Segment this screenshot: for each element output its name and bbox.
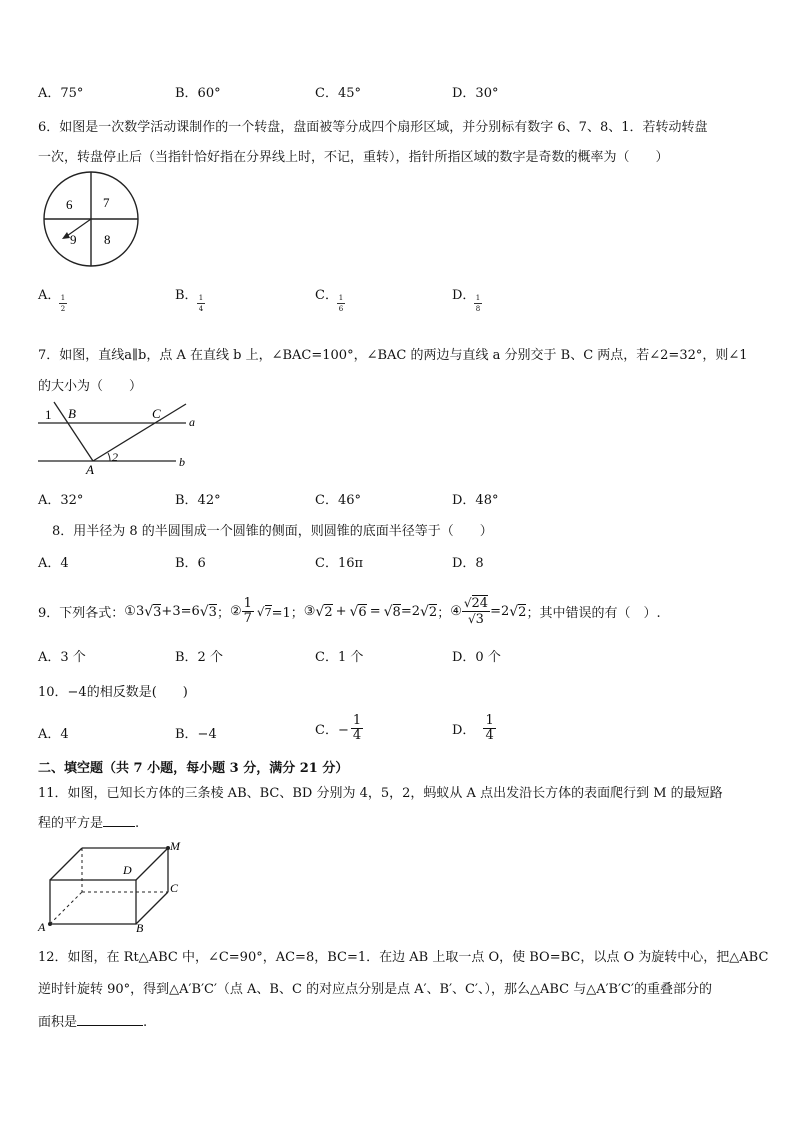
q7-option-d: D．48°	[452, 493, 499, 508]
q6-text-line1: 6．如图是一次数学活动课制作的一个转盘，盘面被等分成四个扇形区域，并分别标有数字 6、7、8、1．若转动转盘	[38, 120, 708, 135]
q9-expr3-b: 6	[358, 604, 367, 620]
sqrt-symbol: √	[256, 604, 265, 619]
q9-option-a: A．3 个	[38, 650, 86, 665]
label-a: a	[189, 415, 195, 429]
q7-option-a: A．32°	[38, 493, 84, 508]
point-A-dot	[48, 922, 52, 926]
label-angle-2: 2	[112, 450, 118, 464]
sqrt-symbol: √	[349, 603, 359, 620]
q9-expr2-radicand: 7	[264, 605, 272, 619]
q9-separator-2: ；	[437, 606, 451, 621]
q9-circle-4: ④	[450, 604, 462, 619]
sqrt-symbol: √	[315, 603, 325, 620]
q9-expr1-radicand2: 3	[208, 604, 217, 620]
q11-answer-blank[interactable]	[103, 826, 135, 827]
q10-option-d: D． $\frac{1}{4}$	[452, 713, 494, 743]
spinner-label-8: 8	[104, 232, 111, 247]
sqrt-symbol: √	[383, 603, 393, 620]
q11-text-line1: 11．如图，已知长方体的三条棱 AB、BC、BD 分别为 4，5，2，蚂蚁从 A 点出发沿长方体的表面爬行到 M 的最短路	[38, 786, 723, 801]
cuboid-top-right-edge	[136, 848, 168, 880]
q9-option-d: D．0 个	[452, 650, 501, 665]
q5-option-b: B．60°	[175, 86, 221, 101]
q6-option-b-fraction: 1 4	[198, 294, 204, 313]
q9-prefix: 9．下列各式：	[38, 606, 125, 621]
sqrt-symbol: √	[144, 603, 154, 620]
q10-text: 10．−4的相反数是( )	[38, 685, 188, 700]
q11-text-line2: 程的平方是 .	[38, 816, 140, 831]
q9-expr3-eq: =	[369, 604, 381, 619]
label-A: A	[38, 920, 46, 934]
q8-text: 8．用半径为 8 的半圆围成一个圆锥的侧面，则圆锥的底面半径等于（ ）	[52, 524, 493, 539]
line-AC	[93, 404, 186, 461]
q6-option-a-label: A．	[38, 288, 61, 303]
q9-suffix: ；其中错误的有（ ）.	[526, 606, 661, 621]
q9-expr3-a: 2	[324, 604, 333, 620]
q7-text-line2: 的大小为（ ）	[38, 379, 143, 394]
q9-expr2-fraction: $\frac{1}{7}$	[243, 596, 252, 626]
q10-option-c: C．− $\frac{1}{4}$	[315, 713, 362, 743]
spinner-label-6: 6	[66, 197, 73, 212]
q9-circle-3: ③	[303, 604, 316, 619]
q8-option-c: C．16π	[315, 556, 364, 571]
q7-option-c: C．46°	[315, 493, 361, 508]
q6-text-line2: 一次，转盘停止后（当指针恰好指在分界线上时，不记，重转），指针所指区域的数字是奇数的概率为（ ）	[38, 150, 669, 165]
section-2-title: 二、填空题（共 7 小题，每小题 3 分，满分 21 分）	[38, 761, 349, 776]
q9-expr1-coef: 3	[135, 604, 145, 619]
q5-option-c: C．45°	[315, 86, 361, 101]
q7-option-b: B．42°	[175, 493, 221, 508]
label-C: C	[152, 406, 161, 421]
q12-text-line1: 12．如图，在 Rt△ABC 中，∠C=90°，AC=8，BC=1．在边 AB 上取一点 O，使 BO=BC，以点 O 为旋转中心，把△ABC	[38, 950, 769, 965]
label-A: A	[86, 462, 94, 477]
q6-option-b-label: B．	[175, 288, 198, 303]
q9-expr3-d: 2	[428, 604, 438, 620]
q6-option-d-label: D．	[452, 288, 476, 303]
spinner-label-7: 7	[103, 195, 110, 210]
label-C: C	[170, 881, 179, 895]
sqrt-symbol: √	[199, 603, 209, 620]
spinner-pointer-arrowhead	[62, 232, 70, 239]
q12-answer-blank[interactable]	[77, 1025, 143, 1026]
q6-option-c-fraction: 1 6	[338, 294, 344, 313]
q9-option-b: B．2 个	[175, 650, 223, 665]
q11-cuboid-figure	[36, 838, 186, 936]
q12-text-line2: 逆时针旋转 90°，得到△A′B′C′（点 A、B、C 的对应点分别是点 A′、B′、C′、），那么△ABC 与△A′B′C′的重叠部分的	[38, 982, 712, 997]
q9-expr1-radicand: 3	[153, 604, 162, 620]
label-B: B	[136, 921, 144, 935]
q9-expr4-radicand: 2	[518, 604, 527, 620]
q9-expr1-middle: +3=6	[161, 604, 200, 619]
q9-expr3-plus: +	[335, 604, 347, 619]
q6-spinner-figure	[36, 168, 146, 272]
q10-option-a: A．4	[38, 727, 69, 742]
spinner-label-9: 9	[70, 232, 77, 247]
q12-text-line3: 面积是 .	[38, 1015, 148, 1030]
cuboid-front-face	[50, 880, 136, 924]
q9-expr3-eq2: =2	[400, 604, 420, 619]
q9-expr2-tail: =1；	[271, 606, 304, 621]
q8-option-a: A．4	[38, 556, 69, 571]
q9-separator: ；	[216, 606, 230, 621]
q6-option-d-fraction: 1 8	[475, 294, 481, 313]
q8-option-b: B．6	[175, 556, 206, 571]
q9-expr4-eq: =2	[490, 604, 510, 619]
q5-option-d: D．30°	[452, 86, 499, 101]
q9-option-c: C．1 个	[315, 650, 364, 665]
angle-2-arc	[108, 453, 110, 461]
q10-option-b: B．−4	[175, 727, 217, 742]
q9-expression-line	[38, 596, 661, 627]
cuboid-top-left-edge	[50, 848, 82, 880]
q9-circle-2: ②	[229, 604, 242, 619]
q6-option-c-label: C．	[315, 288, 338, 303]
q6-option-a-fraction: 1 2	[60, 294, 66, 313]
q9-expr4-fraction: $\frac{√24}{√3}$	[463, 596, 489, 627]
label-D: D	[123, 863, 132, 877]
q7-parallel-lines-figure	[36, 398, 201, 478]
q7-text-line1: 7．如图，直线a∥b，点 A 在直线 b 上，∠BAC=100°，∠BAC 的两边与直线 a 分别交于 B、C 两点，若∠2=32°，则∠1	[38, 348, 748, 363]
q8-option-d: D．8	[452, 556, 484, 571]
cuboid-bottom-right-edge	[136, 892, 168, 924]
label-b: b	[179, 455, 185, 469]
sqrt-symbol: √	[419, 603, 429, 620]
label-M: M	[170, 839, 180, 853]
cuboid-hidden-left-edge	[50, 892, 82, 924]
q9-circle-1: ①	[124, 604, 136, 619]
q5-option-a: A．75°	[38, 86, 84, 101]
sqrt-symbol: √	[509, 603, 519, 620]
label-B: B	[68, 406, 76, 421]
q9-expr3-c: 8	[392, 604, 401, 620]
label-angle-1: 1	[45, 407, 52, 422]
